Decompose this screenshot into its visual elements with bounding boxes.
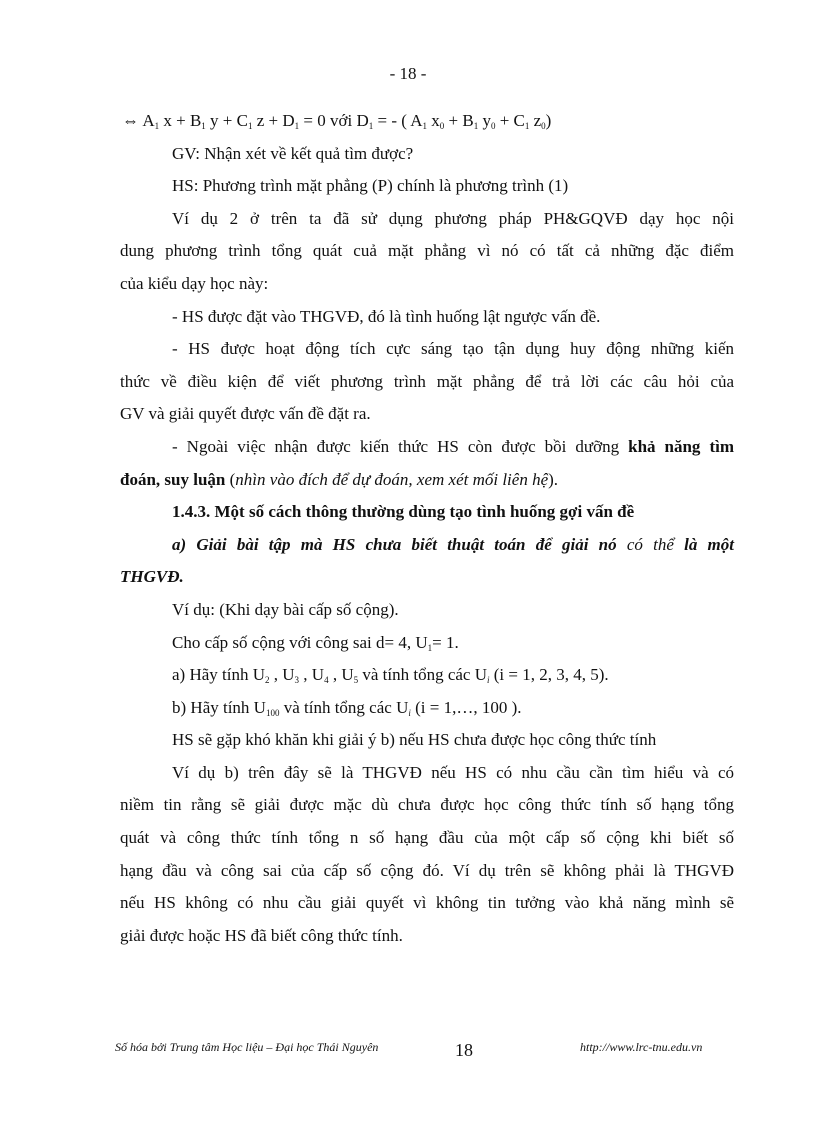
paragraph-line: nếu HS không có nhu cầu giải quyết vì không tin tưởng vào khả năng mình sẽ xyxy=(120,893,734,913)
subsection-heading: a) Giải bài tập mà HS chưa biết thuật toán để giải nó có thể là một xyxy=(172,534,734,554)
paragraph-line: niềm tin rằng sẽ giải được mặc dù chưa được học công thức tính số hạng tổng xyxy=(120,795,734,815)
footer-url[interactable]: http://www.lrc-tnu.edu.vn xyxy=(580,1040,703,1054)
section-heading: 1.4.3. Một số cách thông thường dùng tạo tình huống gợi vấn đề xyxy=(172,502,635,522)
paragraph-line: Ví dụ b) trên đây sẽ là THGVĐ nếu HS có nhu cầu cần tìm hiểu và có xyxy=(172,762,734,782)
paragraph-line: của kiểu dạy học này: xyxy=(120,273,269,293)
equation-line: ⇔ $A_1$ $x + B_1$ $y + C_1$ $z + D_1 = 0$ với $D_1$ = - ( $A_1$ $x_0 + B_1$ $y_0 + C_1$ $z_0$) xyxy=(122,111,552,131)
bullet-item: - HS được đặt vào THGVĐ, đó là tình huống lật ngược vấn đề. xyxy=(172,306,601,326)
paragraph-line: dung phương trình tổng quát cuả mặt phẳng vì nó có tất cả những đặc điểm xyxy=(120,241,734,261)
paragraph-line: thức về điều kiện để viết phương trình mặt phẳng để trả lời các câu hỏi của xyxy=(120,371,734,391)
paragraph-line: hạng đầu và công sai của cấp số cộng đó. Ví dụ trên sẽ không phải là THGVĐ xyxy=(120,860,734,880)
bullet-item: - Ngoài việc nhận được kiến thức HS còn được bồi dưỡng khả năng tìm xyxy=(172,436,734,456)
paragraph-line: giải được hoặc HS đã biết công thức tính. xyxy=(120,925,403,945)
teacher-question: GV: Nhận xét về kết quả tìm được? xyxy=(172,143,414,163)
subsection-heading: THGVĐ. xyxy=(120,567,184,587)
question-b: b) Hãy tính $U_{100}$ và tính tổng các $U_i$ (i = 1,…, 100 ). xyxy=(172,697,522,718)
page-content xyxy=(120,105,734,952)
paragraph-line: Ví dụ 2 ở trên ta đã sử dụng phương pháp PH&GQVĐ dạy học nội xyxy=(172,208,734,228)
footer-page-number: 18 xyxy=(455,1040,473,1060)
paragraph-line: quát và công thức tính tổng n số hạng đầu của một cấp số cộng khi biết số xyxy=(120,828,734,848)
paragraph-line: HS sẽ gặp khó khăn khi giải ý b) nếu HS chưa được học công thức tính xyxy=(172,730,657,750)
footer-source: Số hóa bởi Trung tâm Học liệu – Đại học Thái Nguyên xyxy=(115,1040,379,1054)
paragraph-line: GV và giải quyết được vấn đề đặt ra. xyxy=(120,404,371,424)
student-answer: HS: Phương trình mặt phẳng (P) chính là phương trình (1) xyxy=(172,176,569,196)
example-label: Ví dụ: (Khi dạy bài cấp số cộng). xyxy=(172,599,399,619)
bullet-item: - HS được hoạt động tích cực sáng tạo tận dụng huy động những kiến xyxy=(172,339,734,359)
example-given: Cho cấp số cộng với công sai d= 4, $U_1= 1$. xyxy=(172,632,459,653)
page-number-header: - 18 - xyxy=(389,64,427,83)
question-a: a) Hãy tính $U_2$ , $U_3$ , $U_4$ , $U_5$ và tính tổng các $U_i$ (i = 1, 2, 3, 4, 5). xyxy=(172,665,609,686)
paragraph-line: đoán, suy luận (nhìn vào đích để dự đoán, xem xét mối liên hệ). xyxy=(120,469,559,489)
